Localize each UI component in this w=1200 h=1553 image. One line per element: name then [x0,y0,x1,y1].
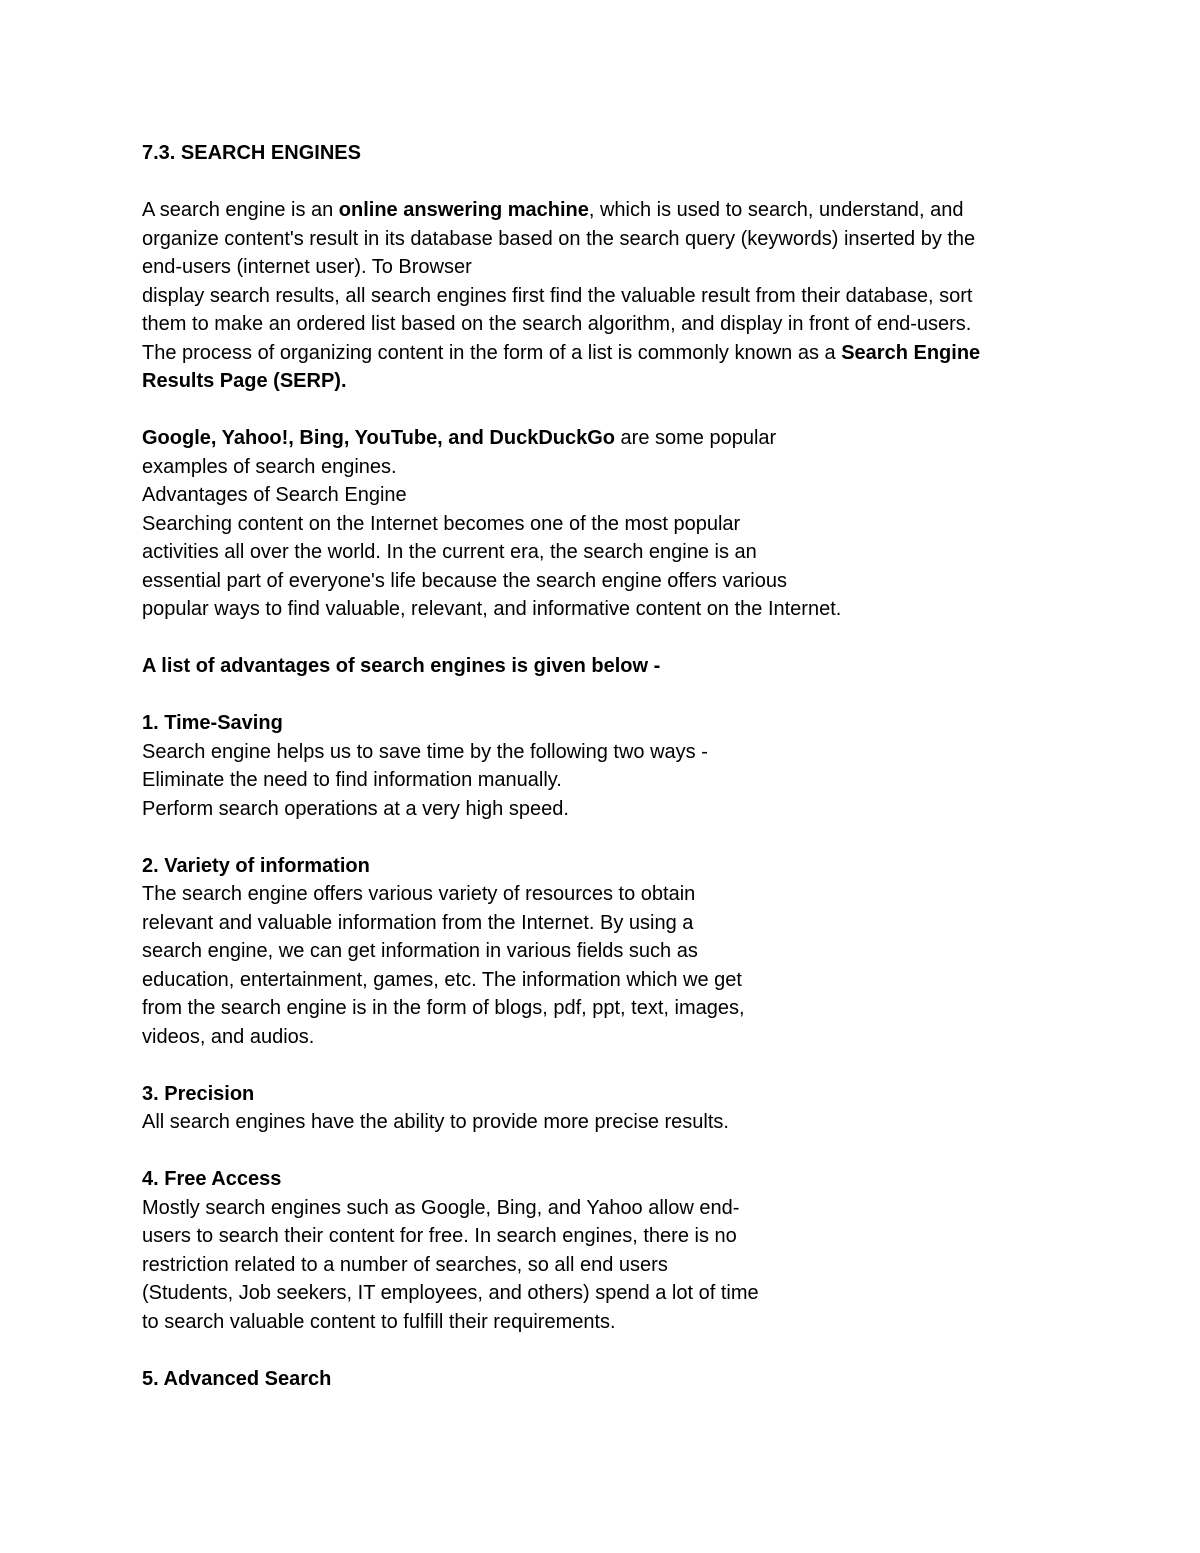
examples-line: popular ways to find valuable, relevant, and informative content on the Internet. [142,598,842,620]
intro-paragraph [142,196,1062,396]
intro-line: organize content's result in its database based on the search query (keywords) inserted by the [142,227,976,250]
examples-line: activities all over the world. In the current era, the search engine is an [142,541,757,563]
section-line: to search valuable content to fulfill their requirements. [142,1310,616,1333]
examples-line: Searching content on the Internet becomes one of the most popular [142,512,741,535]
intro-line: A search engine is an online answering machine, which is used to search, understand, and [142,199,964,221]
document-page [142,139,1062,1393]
intro-line: display search results, all search engines first find the valuable result from their database, sort [142,284,973,307]
intro-line: The process of organizing content in the form of a list is commonly known as a Search Engine [142,341,981,364]
section-variety [142,852,1062,1052]
section-line: Mostly search engines such as Google, Bing, and Yahoo allow end- [142,1196,740,1219]
section-line: education, entertainment, games, etc. The information which we get [142,968,742,991]
section-advanced-search [142,1365,1062,1394]
section-title: 1. Time-Saving [142,712,283,734]
examples-line: examples of search engines. [142,455,397,478]
section-time-saving [142,709,1062,823]
examples-paragraph [142,424,1062,624]
spacer [142,396,1062,425]
section-line: restriction related to a number of searches, so all end users [142,1253,668,1276]
examples-line: Google, Yahoo!, Bing, YouTube, and DuckDuckGo are some popular [142,427,777,449]
spacer [142,168,1062,197]
section-line: (Students, Job seekers, IT employees, and others) spend a lot of time [142,1282,759,1304]
section-line: Search engine helps us to save time by the following two ways - [142,740,708,763]
list-intro: A list of advantages of search engines is given below - [142,655,661,677]
section-title: 4. Free Access [142,1168,282,1190]
section-line: The search engine offers various variety of resources to obtain [142,883,696,905]
section-line: videos, and audios. [142,1025,315,1048]
section-line: from the search engine is in the form of blogs, pdf, ppt, text, images, [142,997,745,1019]
spacer [142,1336,1062,1365]
advantages-subheading: Advantages of Search Engine [142,484,407,506]
section-line: search engine, we can get information in various fields such as [142,940,698,962]
section-title: 3. Precision [142,1082,255,1105]
section-line: All search engines have the ability to provide more precise results. [142,1111,729,1133]
spacer [142,681,1062,710]
intro-line: them to make an ordered list based on the search algorithm, and display in front of end-users. [142,313,972,335]
section-title: 5. Advanced Search [142,1367,332,1390]
intro-line: end-users (internet user). To Browser [142,256,472,278]
section-title: 2. Variety of information [142,854,370,877]
spacer [142,624,1062,653]
section-free-access [142,1165,1062,1336]
section-precision [142,1080,1062,1137]
document-heading: 7.3. SEARCH ENGINES [142,142,361,164]
intro-line: Results Page (SERP). [142,370,347,392]
spacer [142,823,1062,852]
section-line: Eliminate the need to find information manually. [142,769,562,791]
examples-line: essential part of everyone's life because the search engine offers various [142,569,787,592]
section-line: Perform search operations at a very high speed. [142,797,569,820]
section-line: relevant and valuable information from the Internet. By using a [142,911,694,934]
spacer [142,1137,1062,1166]
section-line: users to search their content for free. In search engines, there is no [142,1225,737,1247]
spacer [142,1051,1062,1080]
